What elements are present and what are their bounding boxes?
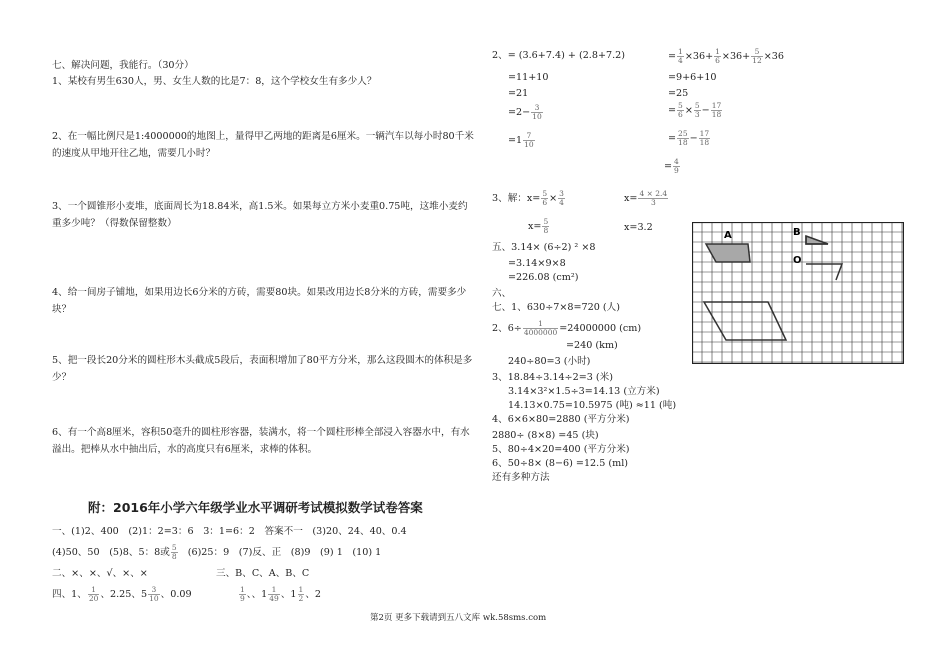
answer-7-10: 5、80÷4×20=400 (平方分米) — [492, 444, 630, 455]
answer-5-line-1: 五、3.14× (6÷2) ² ×8 — [492, 242, 596, 253]
answer-7-6: 3.14×3²×1.5÷3=14.13 (立方米) — [508, 386, 660, 397]
question-3: 3、一个圆锥形小麦堆，底面周长为18.84米，高1.5米。如果每立方米小麦重0.75吨，这堆小麦约重多少吨？（得数保留整数） — [52, 201, 468, 229]
fraction: $\frac{5}{3}$ — [694, 101, 700, 119]
fraction: $\frac{3}{4}$ — [559, 189, 564, 207]
text: 3、解：x= — [492, 193, 541, 204]
label-b: B — [793, 227, 801, 238]
answer-row-4-right — [238, 586, 321, 603]
text: ×36+ — [684, 51, 714, 62]
fraction: $\frac{7}{10}$ — [524, 131, 534, 149]
answer-7-5: 3、18.84÷3.14÷2=3 (米) — [492, 372, 613, 383]
text: − — [701, 105, 710, 116]
fraction: $\frac{1}{4}$ — [678, 47, 683, 65]
text: × — [684, 105, 693, 116]
answer-2-line-5 — [508, 132, 536, 149]
question-4: 4、给一间房子铺地，如果用边长6分米的方砖，需要80块。如果改用边长8分米的方砖，需要多少块？ — [52, 287, 467, 315]
text: x= — [528, 221, 542, 232]
page-footer: 第2页 更多下载请到五八文库 wk.58sms.com — [370, 613, 547, 623]
fraction: $\frac{5}{8}$ — [171, 543, 177, 561]
answer-row-3a: 二、×、×、√、×、× — [52, 568, 148, 579]
text: x= — [624, 193, 638, 204]
answer-6: 六、 — [492, 288, 512, 299]
fraction: $\frac{1}{9}$ — [240, 585, 245, 603]
answer-row-2-b: (6)25：9 (7)反、正 (8)9 (9) 1 (10) 1 — [187, 547, 382, 558]
fraction: $\frac{3}{10}$ — [149, 585, 159, 603]
answer-2b-line-2: =9+6+10 — [668, 72, 717, 83]
answer-3-line-1 — [492, 190, 566, 207]
answer-2b-line-4 — [668, 102, 723, 119]
text: =24000000 (cm) — [559, 323, 642, 334]
answer-5-line-3: =226.08 (cm²) — [508, 272, 579, 283]
answer-2-line-2: =11+10 — [508, 72, 549, 83]
answer-7-1: 七、1、630÷7×8=720 (人) — [492, 302, 620, 313]
text: = — [668, 51, 677, 62]
answer-7-11: 6、50÷8× (8−6) =12.5 (ml) — [492, 458, 629, 469]
answer-row-3b: 三、B、C、A、B、C — [216, 568, 310, 579]
answer-key-title: 附：2016年小学六年级学业水平调研考试模拟数学试卷答案 — [88, 500, 423, 515]
answer-2-line-4 — [508, 104, 544, 121]
text: = — [664, 161, 673, 172]
question-6: 6、有一个高8厘米，容积50毫升的圆柱形容器，装满水，将一个圆柱形棒全部浸入容器水中，有水溢出。把棒从水中抽出后，水的高度只有6厘米，求棒的体积。 — [52, 427, 470, 455]
answer-row-1: 一、(1)2、400 (2)1：2=3：6 3：1=6：2 答案不一 (3)20、24、40、0.4 — [52, 526, 407, 537]
answer-7-3: =240 (km) — [566, 340, 618, 351]
fraction: $\frac{1}{49}$ — [269, 585, 279, 603]
answer-row-4-a: 四、1、 — [52, 589, 87, 600]
answer-3-line-2 — [528, 218, 550, 235]
answer-7-9: 2880÷ (8×8) =45 (块) — [492, 430, 599, 441]
fraction: $\frac{5}{6}$ — [678, 101, 683, 119]
answer-7-4: 240÷80=3 (小时) — [508, 356, 591, 367]
fraction: $\frac{4}{9}$ — [674, 157, 679, 175]
answer-3-right-line-2: x=3.2 — [624, 222, 653, 233]
answer-2b-line-6 — [664, 158, 681, 175]
fraction: $\frac{5}{12}$ — [752, 47, 762, 65]
text: = — [668, 105, 677, 116]
text: = — [668, 133, 677, 144]
answer-2b-line-3: =25 — [668, 88, 689, 99]
text: =2− — [508, 107, 531, 118]
fraction: $\frac{5}{6}$ — [542, 189, 548, 207]
label-a: A — [724, 230, 732, 241]
fraction: $\frac{4 \times 2.4}{3}$ — [639, 189, 668, 207]
text: − — [689, 133, 698, 144]
fraction: $\frac{25}{18}$ — [678, 129, 688, 147]
fraction: $\frac{17}{18}$ — [699, 129, 710, 147]
text: =1 — [508, 135, 523, 146]
section-title: 七、解决问题，我能行。（30分） — [52, 60, 194, 71]
answer-row-4-e: 、1 — [251, 589, 268, 600]
answer-7-12: 还有多种方法 — [492, 472, 550, 483]
answer-row-2-a: (4)50、50 (5)8、5：8或 — [52, 547, 170, 558]
question-2: 2、在一幅比例尺是1:4000000的地图上，量得甲乙两地的距离是6厘米。一辆汽车以每小时80千米的速度从甲地开往乙地，需要几小时？ — [52, 131, 474, 159]
fraction: $\frac{1}{6}$ — [715, 47, 720, 65]
answer-7-8: 4、6×6×80=2880 (平方分米) — [492, 414, 630, 425]
answer-2-line-1: 2、= (3.6+7.4) + (2.8+7.2) — [492, 50, 626, 61]
text: × — [549, 193, 558, 204]
shaded-triangle — [806, 236, 828, 244]
separator: 、 — [246, 589, 252, 600]
answer-7-7: 14.13×0.75=10.5975 (吨) ≈11 (吨) — [508, 400, 677, 411]
answer-2b-line-5 — [668, 130, 711, 147]
fraction: $\frac{1}{2}$ — [298, 585, 304, 603]
answer-row-4-g: 、2 — [305, 589, 322, 600]
answer-2b-line-1 — [668, 48, 784, 65]
shaded-parallelogram — [706, 244, 750, 262]
fraction: $\frac{5}{8}$ — [543, 217, 549, 235]
answer-5-line-2: =3.14×9×8 — [508, 258, 566, 269]
large-parallelogram — [704, 302, 786, 340]
text: ×36+ — [721, 51, 751, 62]
answer-row-2 — [52, 544, 381, 561]
answer-2-line-3: =21 — [508, 88, 529, 99]
answer-row-4-e2: 、1 — [280, 589, 297, 600]
fraction: $\frac{1}{4000000}$ — [523, 319, 558, 337]
answer-7-2 — [492, 320, 641, 337]
answer-row-4-c: 、0.09 — [160, 589, 192, 600]
question-5: 5、把一段长20分米的圆柱形木头截成5段后，表面积增加了80平方分米，那么这段圆木的体积是多少？ — [52, 355, 473, 383]
text: 2、6÷ — [492, 323, 522, 334]
answer-3-right-line-1 — [624, 190, 669, 207]
fraction: $\frac{3}{10}$ — [532, 103, 542, 121]
question-1: 1、某校有男生630人，男、女生人数的比是7：8，这个学校女生有多少人？ — [52, 76, 377, 87]
text: ×36 — [763, 51, 784, 62]
answer-row-4 — [52, 586, 192, 603]
answer-row-4-b: 、2.25、5 — [100, 589, 148, 600]
fraction: $\frac{17}{18}$ — [711, 101, 722, 119]
fraction: $\frac{1}{20}$ — [88, 585, 99, 603]
grid-figure — [692, 222, 904, 364]
label-o: O — [793, 255, 802, 266]
